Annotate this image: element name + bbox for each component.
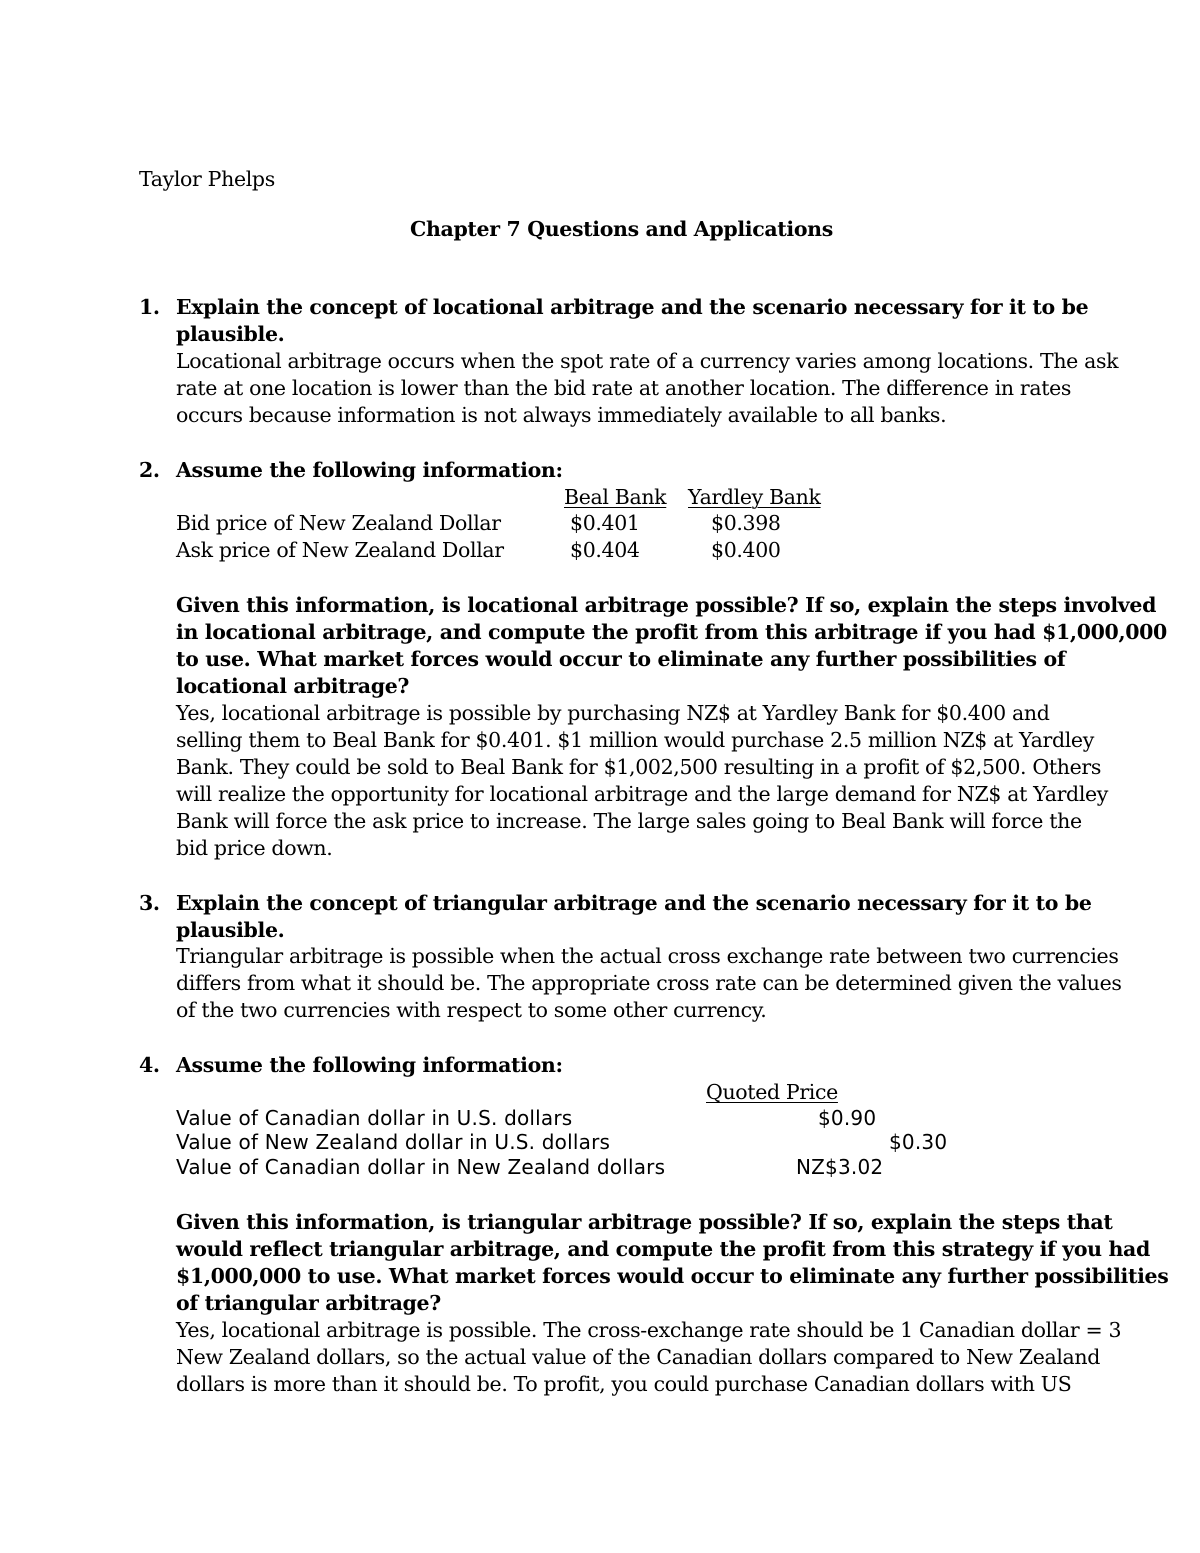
q3-question-line: Explain the concept of triangular arbitrage and the scenario necessary for it to be xyxy=(176,891,1092,915)
q1-answer-line: occurs because information is not always immediately available to all banks. xyxy=(176,403,947,427)
q4-question-line: $1,000,000 to use. What market forces would occur to eliminate any further possibilities xyxy=(176,1264,1169,1288)
q4-question-line: Given this information, is triangular arbitrage possible? If so, explain the steps that xyxy=(176,1210,1113,1234)
q1-question-line: plausible. xyxy=(176,322,285,346)
q3-answer-line: differs from what it should be. The appropriate cross rate can be determined given the values xyxy=(176,971,1122,995)
q2-question-line: in locational arbitrage, and compute the profit from this arbitrage if you had $1,000,000 xyxy=(176,620,1167,644)
q2-answer-line: will realize the opportunity for locational arbitrage and the large demand for NZ$ at Yardley xyxy=(176,782,1109,806)
q4-row-label: Value of Canadian dollar in U.S. dollars xyxy=(176,1106,573,1130)
q4-cell: $0.30 xyxy=(889,1130,948,1154)
q2-answer-line: selling them to Beal Bank for $0.401. $1 million would purchase 2.5 million NZ$ at Yardley xyxy=(176,728,1094,752)
q1-number: 1. xyxy=(139,295,160,319)
q3-number: 3. xyxy=(139,891,160,915)
q3-answer-line: of the two currencies with respect to some other currency. xyxy=(176,998,767,1022)
q4-row-label: Value of New Zealand dollar in U.S. dollars xyxy=(176,1130,611,1154)
q2-cell: $0.404 xyxy=(570,538,640,562)
q2-question-line: to use. What market forces would occur to eliminate any further possibilities of xyxy=(176,647,1066,671)
q4-row-label: Value of Canadian dollar in New Zealand dollars xyxy=(176,1155,666,1179)
author-name: Taylor Phelps xyxy=(139,167,275,191)
q2-question-line: Given this information, is locational arbitrage possible? If so, explain the steps involved xyxy=(176,593,1157,617)
q4-question-line: of triangular arbitrage? xyxy=(176,1291,441,1315)
q4-header-quoted-price: Quoted Price xyxy=(706,1080,838,1104)
q4-answer-line: dollars is more than it should be. To profit, you could purchase Canadian dollars with US xyxy=(176,1372,1072,1396)
q4-intro: Assume the following information: xyxy=(176,1053,563,1077)
q2-answer-line: Bank will force the ask price to increase. The large sales going to Beal Bank will force the xyxy=(176,809,1082,833)
q2-row-label: Ask price of New Zealand Dollar xyxy=(176,538,504,562)
q2-question-line: locational arbitrage? xyxy=(176,674,410,698)
q2-answer-line: bid price down. xyxy=(176,836,333,860)
q3-answer-line: Triangular arbitrage is possible when the actual cross exchange rate between two currencies xyxy=(176,944,1119,968)
q2-intro: Assume the following information: xyxy=(176,458,563,482)
q4-answer-line: Yes, locational arbitrage is possible. The cross-exchange rate should be 1 Canadian dollar = 3 xyxy=(176,1318,1122,1342)
q2-row-label: Bid price of New Zealand Dollar xyxy=(176,511,501,535)
q4-cell: $0.90 xyxy=(818,1106,877,1130)
q2-cell: $0.400 xyxy=(711,538,781,562)
q4-cell: NZ$3.02 xyxy=(796,1155,884,1179)
q2-header-beal: Beal Bank xyxy=(564,485,667,509)
q4-answer-line: New Zealand dollars, so the actual value of the Canadian dollars compared to New Zealand xyxy=(176,1345,1101,1369)
q1-answer-line: rate at one location is lower than the bid rate at another location. The difference in rates xyxy=(176,376,1072,400)
q4-number: 4. xyxy=(139,1053,160,1077)
q2-header-yardley: Yardley Bank xyxy=(688,485,821,509)
q1-answer-line: Locational arbitrage occurs when the spot rate of a currency varies among locations. The ask xyxy=(176,349,1119,373)
q2-answer-line: Bank. They could be sold to Beal Bank for $1,002,500 resulting in a profit of $2,500. Others xyxy=(176,755,1101,779)
q1-question-line: Explain the concept of locational arbitrage and the scenario necessary for it to be xyxy=(176,295,1089,319)
q2-cell: $0.398 xyxy=(711,511,781,535)
q2-number: 2. xyxy=(139,458,160,482)
q4-question-line: would reflect triangular arbitrage, and compute the profit from this strategy if you had xyxy=(176,1237,1150,1261)
q2-cell: $0.401 xyxy=(570,511,640,535)
q3-question-line: plausible. xyxy=(176,918,285,942)
document-title: Chapter 7 Questions and Applications xyxy=(410,217,833,241)
q2-answer-line: Yes, locational arbitrage is possible by purchasing NZ$ at Yardley Bank for $0.400 and xyxy=(176,701,1050,725)
